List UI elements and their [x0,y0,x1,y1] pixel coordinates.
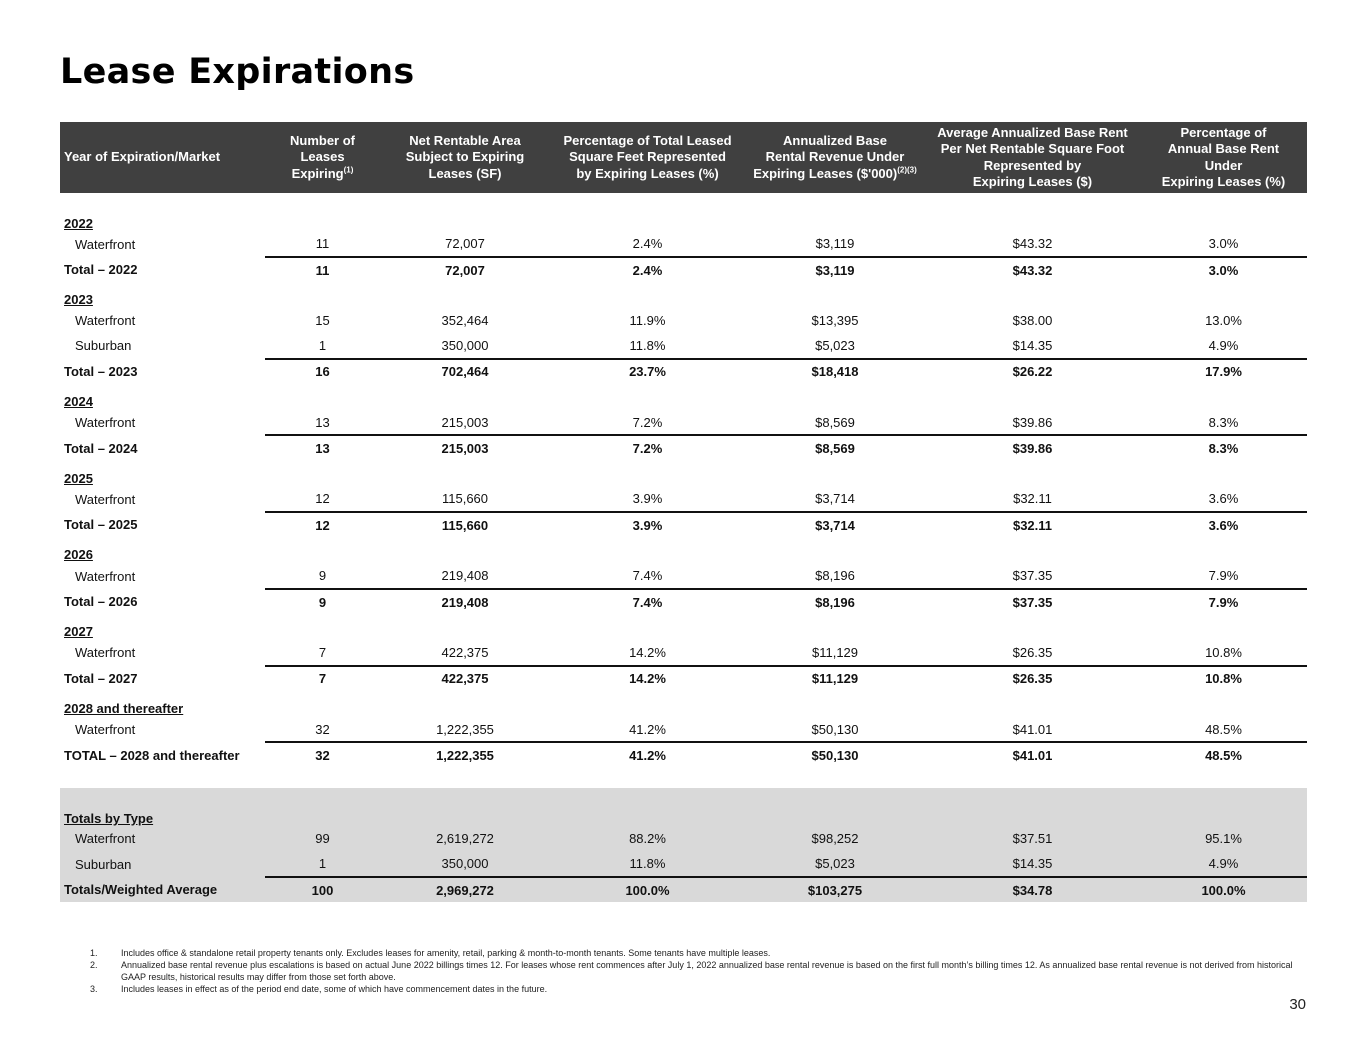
annual-base-rent: $3,119 [745,257,925,283]
net-rentable-area: 72,007 [380,257,550,283]
pct-leased-sf: 7.4% [550,589,745,615]
avg-rent-psf: $37.35 [1012,568,1053,584]
avg-rent-psf: $41.01 [1012,721,1053,737]
pct-leased-sf: 7.4% [632,568,663,584]
year-group-header [60,461,1307,487]
table-row [60,410,1307,436]
total-row [60,435,1307,461]
row-label: Total – 2025 [64,517,138,533]
leases-count: 32 [265,742,380,768]
pct-leased-sf: 7.2% [550,435,745,461]
pct-annual-rent: 4.9% [1140,851,1307,877]
col-header-pct-annual-rent: Percentage of Annual Base Rent Under Expiring Leases (%) [1140,122,1307,193]
net-rentable-area: 215,003 [441,414,489,430]
year-group-header [60,691,1307,717]
leases-count: 9 [265,589,380,615]
footnote-ref: (1) [343,165,354,175]
net-rentable-area: 115,660 [441,491,489,507]
pct-leased-sf: 7.2% [632,414,663,430]
year-label: 2027 [64,624,93,640]
pct-annual-rent: 10.8% [1205,644,1242,660]
pct-leased-sf: 3.9% [632,491,663,507]
year-label: 2028 and thereafter [64,700,184,716]
page-title: Lease Expirations [60,52,415,92]
row-label: Total – 2022 [64,262,138,278]
avg-rent-psf: $14.35 [1012,337,1053,353]
year-group-header [60,283,1307,309]
pct-annual-rent: 7.9% [1208,568,1239,584]
avg-rent-psf: $32.11 [1013,491,1052,507]
pct-leased-sf: 41.2% [550,742,745,768]
row-label: Total – 2023 [64,363,138,379]
pct-leased-sf: 11.8% [629,337,666,353]
totals-by-type-label: Totals by Type [60,801,265,827]
col-header-avg-rent-psf: Average Annualized Base Rent Per Net Rentable Square Foot Represented by Expiring Leases ($) [925,122,1140,193]
annual-base-rent: $3,714 [745,512,925,538]
table-row [60,563,1307,589]
avg-rent-psf: $14.35 [925,851,1140,877]
net-rentable-area: 2,969,272 [380,877,550,903]
annual-base-rent: $5,023 [745,851,925,877]
total-row [60,589,1307,615]
row-label: Waterfront [75,722,136,738]
leases-count: 99 [265,827,380,852]
pct-annual-rent: 4.9% [1208,337,1239,353]
row-label: Waterfront [75,236,136,252]
row-label: Total – 2027 [64,670,138,686]
pct-annual-rent: 95.1% [1140,827,1307,852]
row-label: Totals/Weighted Average [60,877,265,903]
avg-rent-psf: $34.78 [925,877,1140,903]
table-row [60,717,1307,743]
leases-count: 16 [265,359,380,385]
year-label: 2026 [64,547,93,563]
pct-annual-rent: 13.0% [1205,313,1242,329]
pct-annual-rent: 100.0% [1140,877,1307,903]
pct-annual-rent: 3.0% [1208,236,1239,252]
annual-base-rent: $3,714 [815,491,855,507]
annual-base-rent: $18,418 [745,359,925,385]
pct-annual-rent: 8.3% [1208,414,1239,430]
annual-base-rent: $50,130 [745,742,925,768]
net-rentable-area: 72,007 [445,236,485,252]
annual-base-rent: $13,395 [811,313,859,329]
leases-count: 12 [265,512,380,538]
net-rentable-area: 352,464 [441,313,489,329]
col-header-annualized-base-rent: Annualized Base Rental Revenue Under Expiring Leases ($'000)$^{(2)(3)}$ [745,122,925,193]
net-rentable-area: 702,464 [380,359,550,385]
row-label: Waterfront [75,645,136,661]
lease-expirations-table [60,122,1307,902]
year-label: 2023 [64,292,93,308]
avg-rent-psf: $39.86 [925,435,1140,461]
pct-leased-sf: 11.8% [550,851,745,877]
row-label: Suburban [60,851,265,877]
leases-count: 11 [265,257,380,283]
footnote-ref: (2)(3) [897,165,917,175]
table-row [60,640,1307,666]
pct-annual-rent: 10.8% [1140,666,1307,692]
year-group-header [60,538,1307,564]
leases-count: 100 [265,877,380,903]
net-rentable-area: 219,408 [380,589,550,615]
annual-base-rent: $50,130 [811,721,859,737]
net-rentable-area: 219,408 [441,568,489,584]
row-label: TOTAL – 2028 and thereafter [64,747,240,763]
footnotes [90,947,1300,995]
col-header-year-market: Year of Expiration/Market [60,122,265,193]
row-label: Suburban [75,338,132,354]
net-rentable-area: 2,619,272 [380,827,550,852]
pct-annual-rent: 7.9% [1140,589,1307,615]
row-label: Waterfront [60,827,265,852]
pct-annual-rent: 48.5% [1140,742,1307,768]
avg-rent-psf: $39.86 [1012,414,1053,430]
row-label: Waterfront [75,415,136,431]
year-group-header [60,384,1307,410]
table-header-row [60,122,1307,193]
pct-leased-sf: 2.4% [550,257,745,283]
net-rentable-area: 215,003 [380,435,550,461]
leases-count: 1 [318,337,327,353]
year-label: 2024 [64,393,93,409]
pct-leased-sf: 2.4% [632,236,663,252]
pct-annual-rent: 8.3% [1140,435,1307,461]
total-row [60,257,1307,283]
pct-leased-sf: 14.2% [550,666,745,692]
row-label: Total – 2026 [64,594,138,610]
table-row [60,232,1307,258]
avg-rent-psf: $26.35 [925,666,1140,692]
totals-by-type-header [60,801,1307,827]
row-label: Total – 2024 [64,440,138,456]
avg-rent-psf: $37.51 [925,827,1140,852]
pct-leased-sf: 3.9% [550,512,745,538]
col-header-net-rentable-area: Net Rentable Area Subject to Expiring Leases (SF) [380,122,550,193]
total-row [60,666,1307,692]
row-label: Waterfront [75,491,136,507]
leases-count: 15 [315,313,330,329]
table-row [60,851,1307,877]
leases-count: 13 [265,435,380,461]
pct-leased-sf: 11.9% [629,313,666,329]
year-group-header [60,206,1307,232]
pct-annual-rent: 3.6% [1208,491,1239,507]
leases-count: 9 [318,568,327,584]
avg-rent-psf: $32.11 [925,512,1140,538]
grand-total-row [60,877,1307,903]
annual-base-rent: $8,569 [745,435,925,461]
net-rentable-area: 350,000 [380,851,550,877]
year-group-header [60,615,1307,641]
avg-rent-psf: $38.00 [1012,313,1053,329]
annual-base-rent: $103,275 [745,877,925,903]
pct-leased-sf: 88.2% [550,827,745,852]
annual-base-rent: $98,252 [745,827,925,852]
table-row [60,487,1307,513]
annual-base-rent: $11,129 [745,666,925,692]
leases-count: 12 [315,491,330,507]
footnote: 1. Includes office & standalone retail property tenants only. Excludes leases for amenity, retail, parking & month-to-month tenants. Some tenants have multiple leases. [90,948,771,958]
leases-count: 7 [318,644,327,660]
col-header-pct-leased-sf: Percentage of Total Leased Square Feet Represented by Expiring Leases (%) [550,122,745,193]
net-rentable-area: 422,375 [441,644,489,660]
row-label: Waterfront [75,313,136,329]
pct-leased-sf: 23.7% [550,359,745,385]
annual-base-rent: $11,129 [811,644,859,660]
pct-annual-rent: 48.5% [1205,721,1242,737]
avg-rent-psf: $26.22 [925,359,1140,385]
leases-count: 32 [315,721,330,737]
avg-rent-psf: $37.35 [925,589,1140,615]
footnote: 2. Annualized base rental revenue plus escalations is based on actual June 2022 billings times 12. For leases whose rent commences after July 1, 2022 annualized base rental revenue is based on the first full month’s billing times 12. As annualized base rental revenue is not derived from historical GAAP results, historical results may differ from those set forth above. [90,960,1293,982]
leases-count: 7 [265,666,380,692]
annual-base-rent: $3,119 [815,236,855,252]
table-row [60,308,1307,333]
leases-count: 1 [265,851,380,877]
year-label: 2025 [64,470,93,486]
total-row [60,742,1307,768]
avg-rent-psf: $43.32 [925,257,1140,283]
annual-base-rent: $5,023 [815,337,855,353]
footnote: 3. Includes leases in effect as of the period end date, some of which have commencement dates in the future. [90,984,548,994]
avg-rent-psf: $41.01 [925,742,1140,768]
net-rentable-area: 115,660 [380,512,550,538]
pct-annual-rent: 3.6% [1140,512,1307,538]
col-header-leases-expiring: Number of Leases Expiring$^{(1)}$ [265,122,380,193]
net-rentable-area: 1,222,355 [380,742,550,768]
year-label: 2022 [64,215,93,231]
table-row [60,827,1307,852]
row-label: Waterfront [75,568,136,584]
pct-leased-sf: 14.2% [629,644,666,660]
annual-base-rent: $8,196 [745,589,925,615]
annual-base-rent: $8,569 [815,414,855,430]
avg-rent-psf: $26.35 [1012,644,1053,660]
pct-leased-sf: 100.0% [550,877,745,903]
avg-rent-psf: $43.32 [1012,236,1053,252]
page-number: 30 [1289,996,1306,1013]
total-row [60,512,1307,538]
net-rentable-area: 350,000 [441,337,489,353]
pct-annual-rent: 3.0% [1140,257,1307,283]
total-row [60,359,1307,385]
net-rentable-area: 1,222,355 [436,721,494,737]
table-row [60,333,1307,359]
annual-base-rent: $8,196 [815,568,855,584]
leases-count: 11 [315,236,330,252]
pct-annual-rent: 17.9% [1140,359,1307,385]
net-rentable-area: 422,375 [380,666,550,692]
pct-leased-sf: 41.2% [629,721,666,737]
leases-count: 13 [315,414,330,430]
